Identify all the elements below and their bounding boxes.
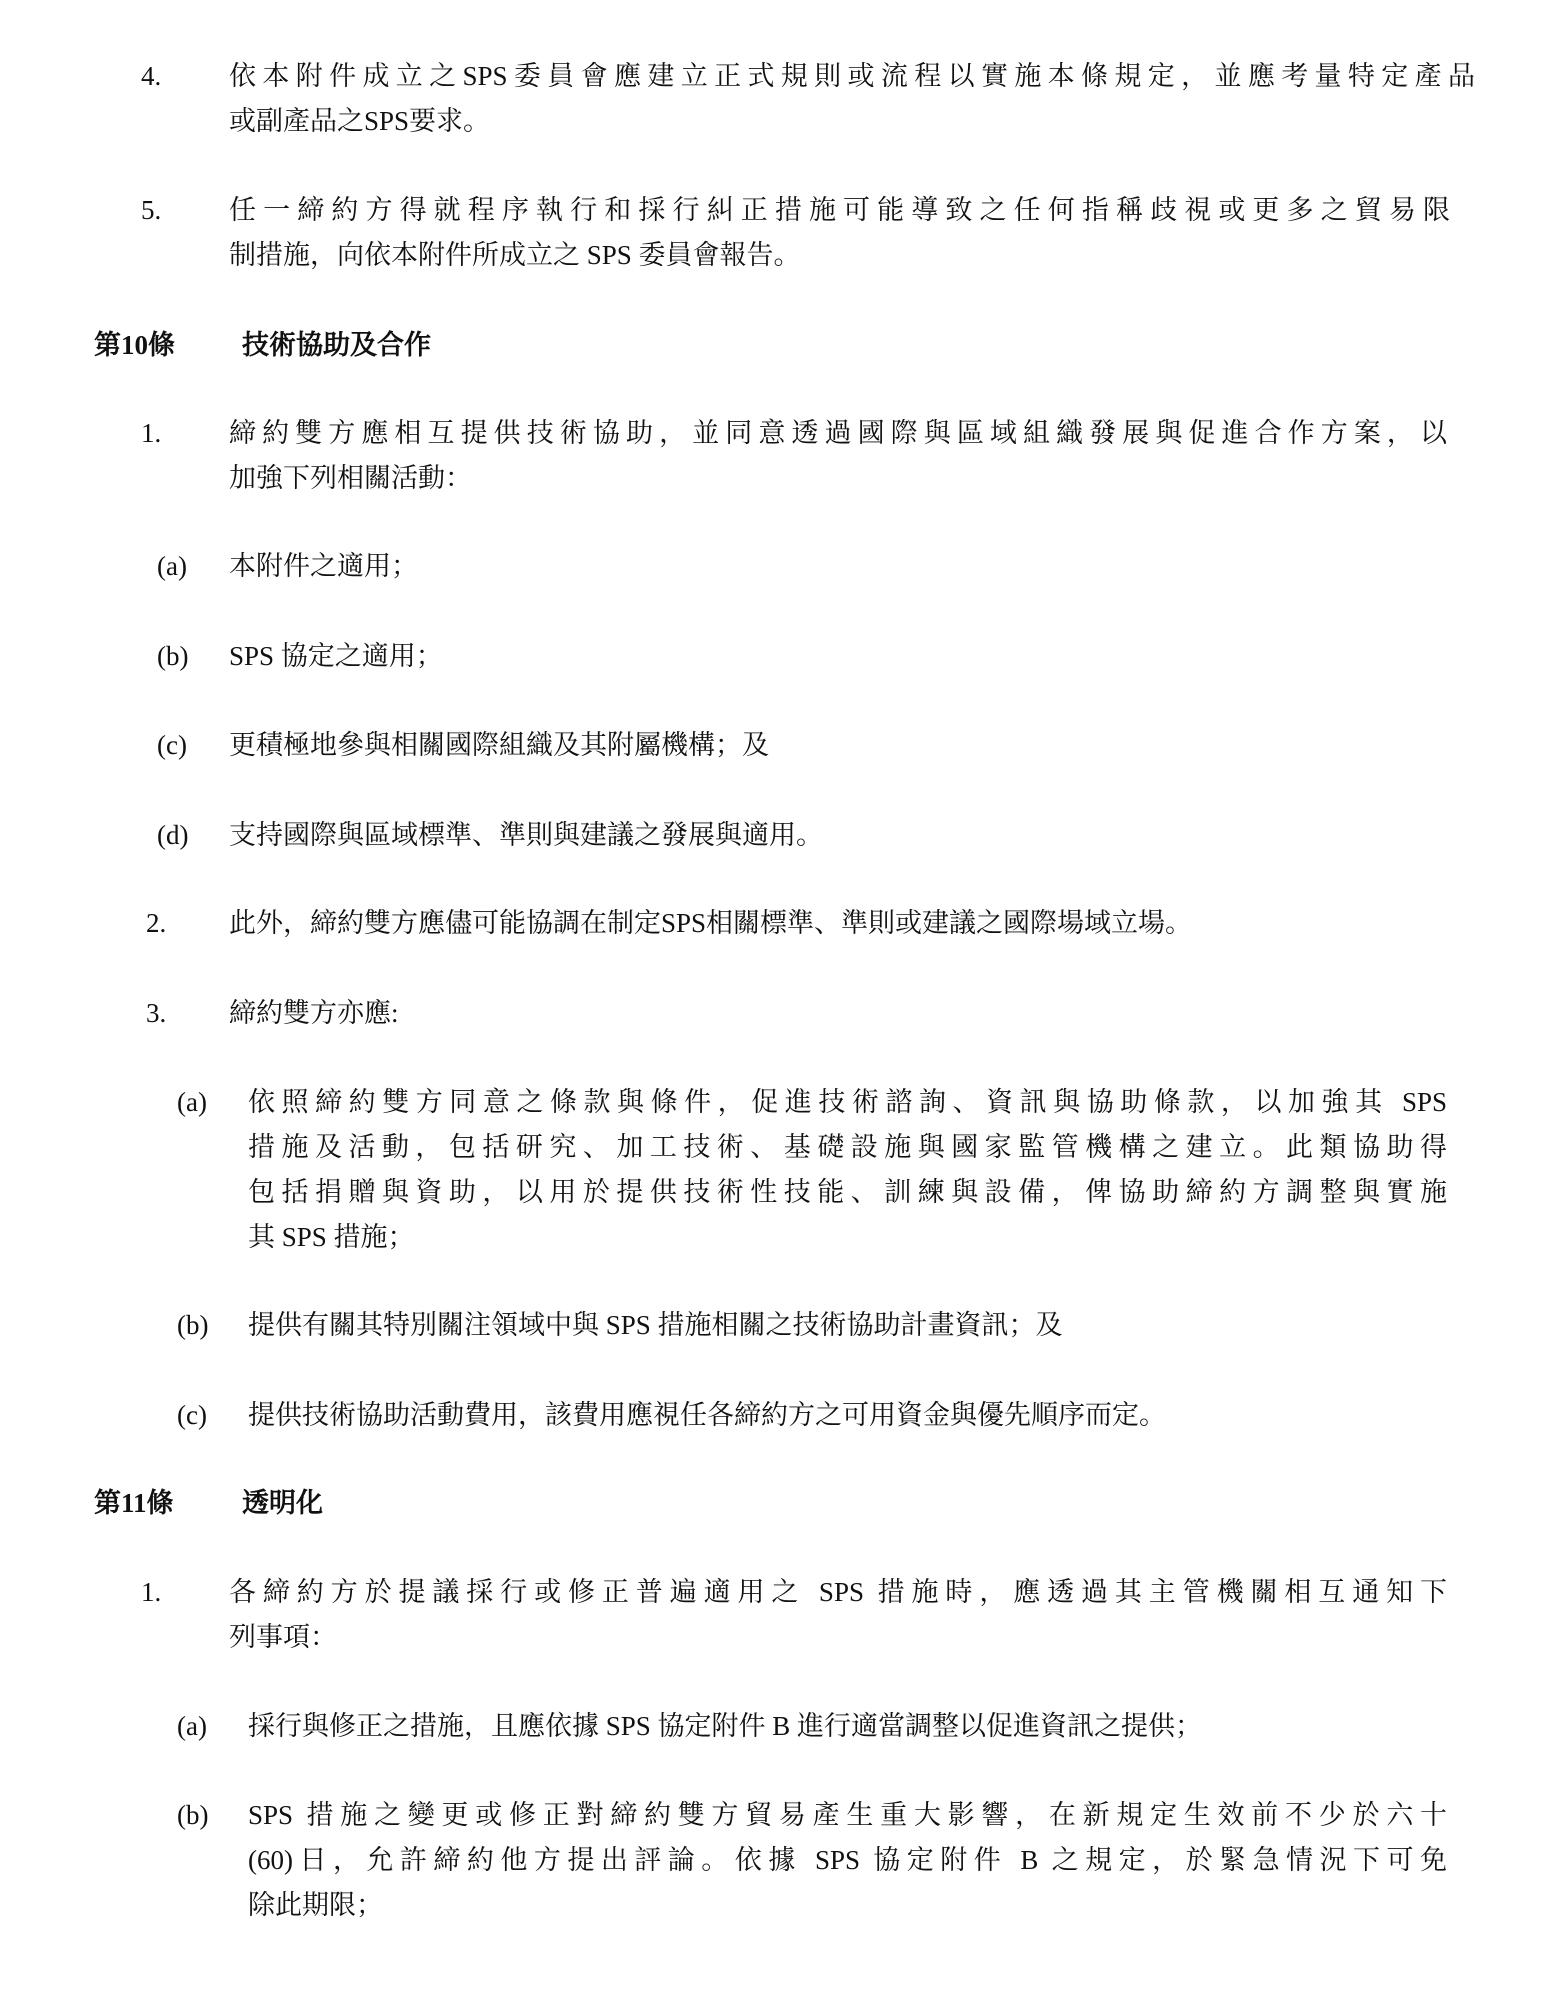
item-label: (c) (157, 730, 187, 760)
item-label: (c) (177, 1400, 207, 1430)
paragraph-line: 支持國際與區域標準、準則與建議之發展與適用。 (229, 820, 823, 850)
paragraph-line: SPS 措施之變更或修正對締約雙方貿易產生重大影響，在新規定生效前不少於六十 (248, 1800, 1447, 1830)
item-label: 3. (146, 998, 167, 1028)
item-label: (b) (157, 641, 189, 671)
item-label: 5. (141, 195, 162, 225)
paragraph-line: (60)日，允許締約他方提出評論。依據 SPS 協定附件 B 之規定，於緊急情況下可免 (248, 1845, 1447, 1875)
item-label: (b) (177, 1800, 209, 1830)
item-label: 1. (141, 1577, 162, 1607)
article-number: 第11條 (94, 1488, 174, 1518)
paragraph-line: 本附件之適用； (229, 551, 418, 581)
paragraph-line: 締約雙方亦應: (229, 998, 399, 1028)
paragraph-line: 依照締約雙方同意之條款與條件，促進技術諮詢、資訊與協助條款，以加強其 SPS (248, 1087, 1447, 1117)
paragraph-line: 提供技術協助活動費用，該費用應視任各締約方之可用資金與優先順序而定。 (248, 1400, 1166, 1430)
paragraph-line: 任一締約方得就程序執行和採行糾正措施可能導致之任何指稱歧視或更多之貿易限 (229, 195, 1450, 225)
paragraph-line: 其 SPS 措施； (248, 1222, 415, 1252)
item-label: (a) (177, 1711, 207, 1741)
item-label: 2. (146, 908, 167, 938)
item-label: (b) (177, 1310, 209, 1340)
paragraph-line: 各締約方於提議採行或修正普遍適用之 SPS 措施時，應透過其主管機關相互通知下 (229, 1577, 1447, 1607)
paragraph-line: 提供有關其特別關注領域中與 SPS 措施相關之技術協助計畫資訊；及 (248, 1310, 1063, 1340)
article-number: 第10條 (94, 330, 175, 360)
paragraph-line: 此外，締約雙方應儘可能協調在制定SPS相關標準、準則或建議之國際場域立場。 (229, 908, 1193, 938)
paragraph-line: 列事項： (229, 1622, 337, 1652)
paragraph-line: 除此期限； (248, 1890, 383, 1920)
paragraph-line: 制措施，向依本附件所成立之 SPS 委員會報告。 (229, 240, 801, 270)
article-title: 透明化 (242, 1488, 323, 1518)
item-label: (a) (157, 551, 187, 581)
paragraph-line: 加強下列相關活動： (229, 463, 472, 493)
paragraph-line: 締約雙方應相互提供技術協助，並同意透過國際與區域組織發展與促進合作方案，以 (229, 418, 1447, 448)
paragraph-line: 採行與修正之措施，且應依據 SPS 協定附件 B 進行適當調整以促進資訊之提供； (248, 1711, 1203, 1741)
item-label: (a) (177, 1087, 207, 1117)
item-label: 4. (141, 61, 162, 91)
item-label: (d) (157, 820, 189, 850)
paragraph-line: SPS 協定之適用； (229, 641, 443, 671)
paragraph-line: 或副產品之SPS要求。 (229, 106, 491, 136)
item-label: 1. (141, 418, 162, 448)
paragraph-line: 措施及活動，包括研究、加工技術、基礎設施與國家監管機構之建立。此類協助得 (248, 1132, 1447, 1162)
paragraph-line: 更積極地參與相關國際組織及其附屬機構；及 (229, 730, 769, 760)
paragraph-line: 包括捐贈與資助，以用於提供技術性技能、訓練與設備，俾協助締約方調整與實施 (248, 1177, 1447, 1207)
article-title: 技術協助及合作 (242, 330, 431, 360)
paragraph-line: 依本附件成立之SPS委員會應建立正式規則或流程以實施本條規定，並應考量特定產品 (229, 61, 1475, 91)
